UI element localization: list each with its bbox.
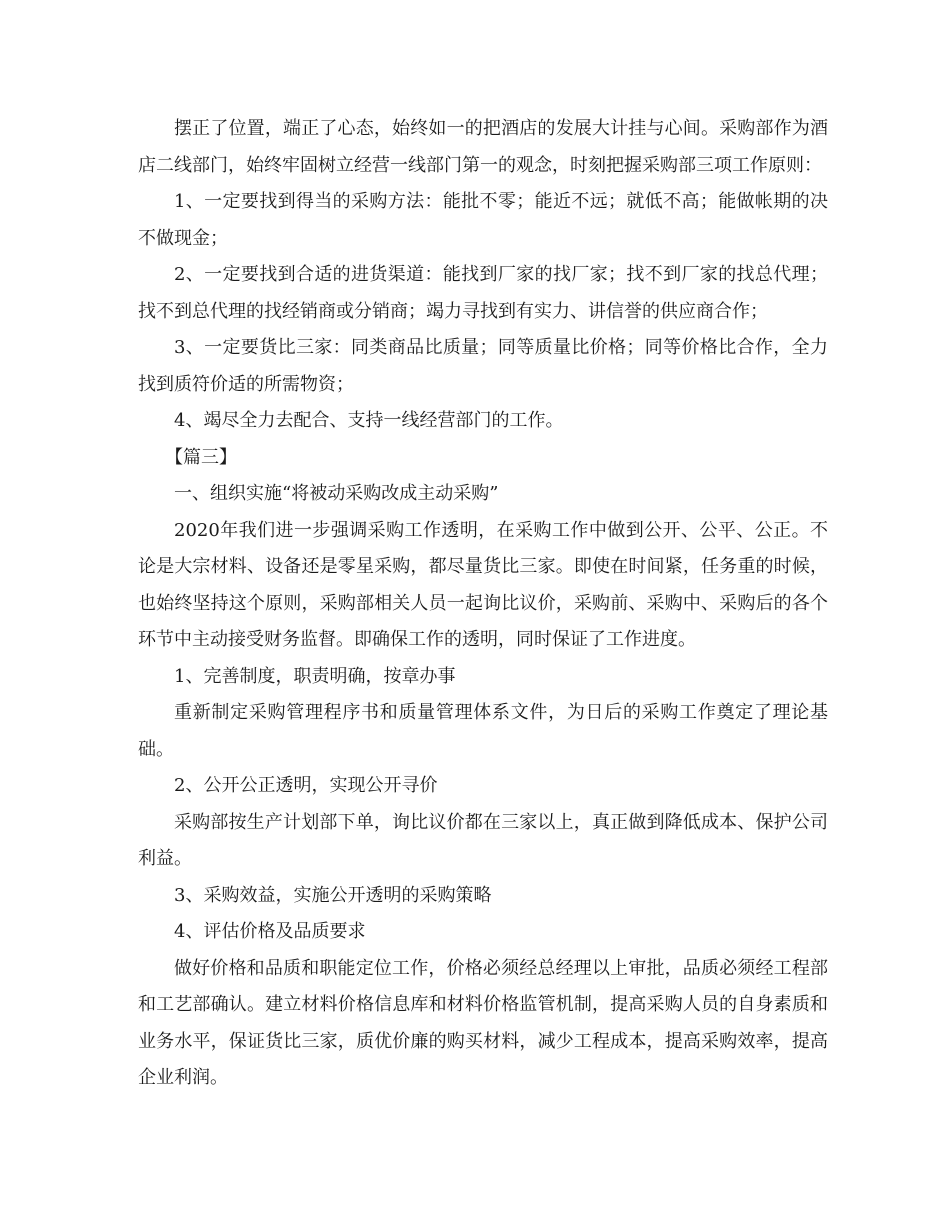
- paragraph-2020: 2020年我们进一步强调采购工作透明，在采购工作中做到公开、公平、公正。不论是大宗材料、设备还是零星采购，都尽量货比三家。即使在时间紧，任务重的时候，也始终坚持这个原则，采购部相关人员一起询比议价，采购前、采购中、采购后的各个环节中主动接受财务监督。即确保工作的透明，同时保证了工作进度。: [138, 519, 828, 650]
- item-heading-4: 4、评估价格及品质要求: [174, 921, 366, 942]
- paragraph-principle-2: 2、一定要找到合适的进货渠道：能找到厂家的找厂家；找不到厂家的找总代理；找不到总代理的找经销商或分销商；竭力寻找到有实力、讲信誉的供应商合作；: [138, 264, 828, 322]
- document-body: [138, 111, 828, 1097]
- paragraph-principle-4: 4、竭尽全力去配合、支持一线经营部门的工作。: [174, 410, 564, 431]
- section-heading: 【篇三】: [165, 446, 237, 468]
- item-heading-1: 1、完善制度，职责明确，按章办事: [174, 665, 456, 687]
- paragraph-item-4: 做好价格和品质和职能定位工作，价格必须经总经理以上审批，品质必须经工程部和工艺部确认。建立材料价格信息库和材料价格监管机制，提高采购人员的自身素质和业务水平，保证货比三家，质优价廉的购买材料，减少工程成本，提高采购效率，提高企业利润。: [138, 957, 828, 1088]
- item-heading-2: 2、公开公正透明，实现公开寻价: [174, 775, 438, 796]
- paragraph-item-1: 重新制定采购管理程序书和质量管理体系文件，为日后的采购工作奠定了理论基础。: [138, 702, 828, 760]
- item-heading-3: 3、采购效益，实施公开透明的采购策略: [174, 884, 492, 906]
- paragraph-principle-1: 1、一定要找到得当的采购方法：能批不零；能近不远；就低不高；能做帐期的决不做现金；: [138, 191, 828, 249]
- subsection-heading: 一、组织实施“将被动采购改成主动采购”: [174, 483, 499, 504]
- paragraph-item-2: 采购部按生产计划部下单，询比议价都在三家以上，真正做到降低成本、保护公司利益。: [138, 811, 828, 869]
- paragraph-intro: 摆正了位置，端正了心态，始终如一的把酒店的发展大计挂与心间。采购部作为酒店二线部门，始终牢固树立经营一线部门第一的观念，时刻把握采购部三项工作原则：: [138, 118, 828, 176]
- paragraph-principle-3: 3、一定要货比三家：同类商品比质量；同等质量比价格；同等价格比合作，全力找到质符价适的所需物资；: [138, 337, 828, 395]
